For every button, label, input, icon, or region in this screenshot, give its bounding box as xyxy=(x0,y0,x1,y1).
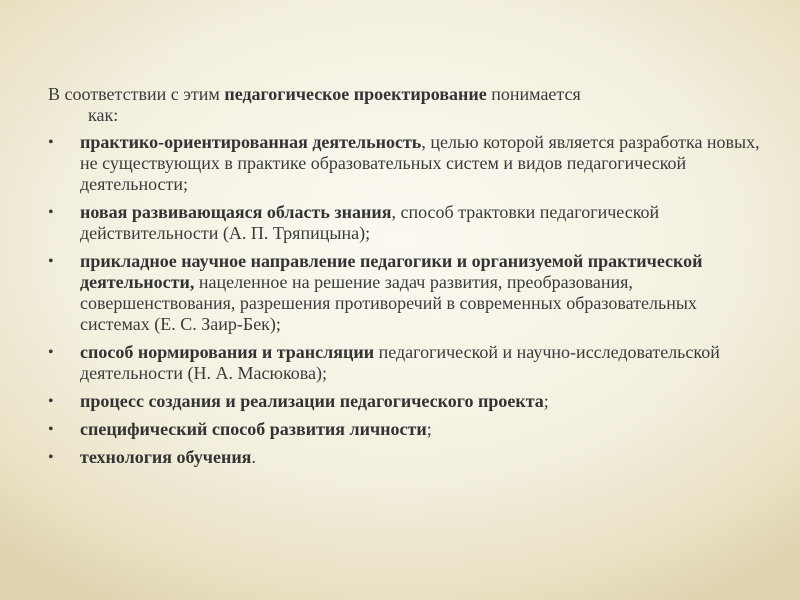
list-item-text: , способ трактовки педагогической действительности (А. П. Тряпицына); xyxy=(80,202,660,243)
intro-text-end: понимается xyxy=(486,84,581,104)
intro-continuation: как: xyxy=(88,105,119,125)
list-item-term: процесс создания и реализации педагогического проекта xyxy=(80,391,544,411)
list-item-term: технология обучения xyxy=(80,447,252,467)
list-item xyxy=(28,251,768,335)
intro-paragraph xyxy=(28,84,768,126)
list-item-term: практико-ориентированная деятельность xyxy=(80,132,422,152)
list-item-term: прикладное научное направление педагогики и организуемой практической деятельности, xyxy=(80,251,703,292)
list-item xyxy=(28,447,768,468)
list-item-text: нацеленное на решение задач развития, преобразования, совершенствования, разрешения противоречий в современных образовательных системах (Е. С. Заир-Бек); xyxy=(80,272,697,334)
list-item xyxy=(28,391,768,412)
list-item-text: . xyxy=(251,447,256,467)
list-item-text: ; xyxy=(543,391,549,411)
list-item-text: педагогической и научно-исследовательской деятельности (Н. А. Масюкова); xyxy=(80,342,720,383)
list-item-text: ; xyxy=(426,419,432,439)
list-item xyxy=(28,342,768,384)
list-item xyxy=(28,132,768,195)
slide-content xyxy=(28,84,768,475)
definition-list xyxy=(28,132,768,468)
list-item-term: новая развивающаяся область знания xyxy=(80,202,392,222)
list-item xyxy=(28,202,768,244)
list-item-term: способ нормирования и трансляции xyxy=(80,342,375,362)
intro-text: В соответствии с этим xyxy=(48,84,225,104)
intro-bold-term: педагогическое проектирование xyxy=(224,84,487,104)
list-item xyxy=(28,419,768,440)
list-item-text: , целью которой является разработка новых, не существующих в практике образовательных систем и видов педагогической деятельности; xyxy=(80,132,760,194)
list-item-term: специфический способ развития личности xyxy=(80,419,427,439)
